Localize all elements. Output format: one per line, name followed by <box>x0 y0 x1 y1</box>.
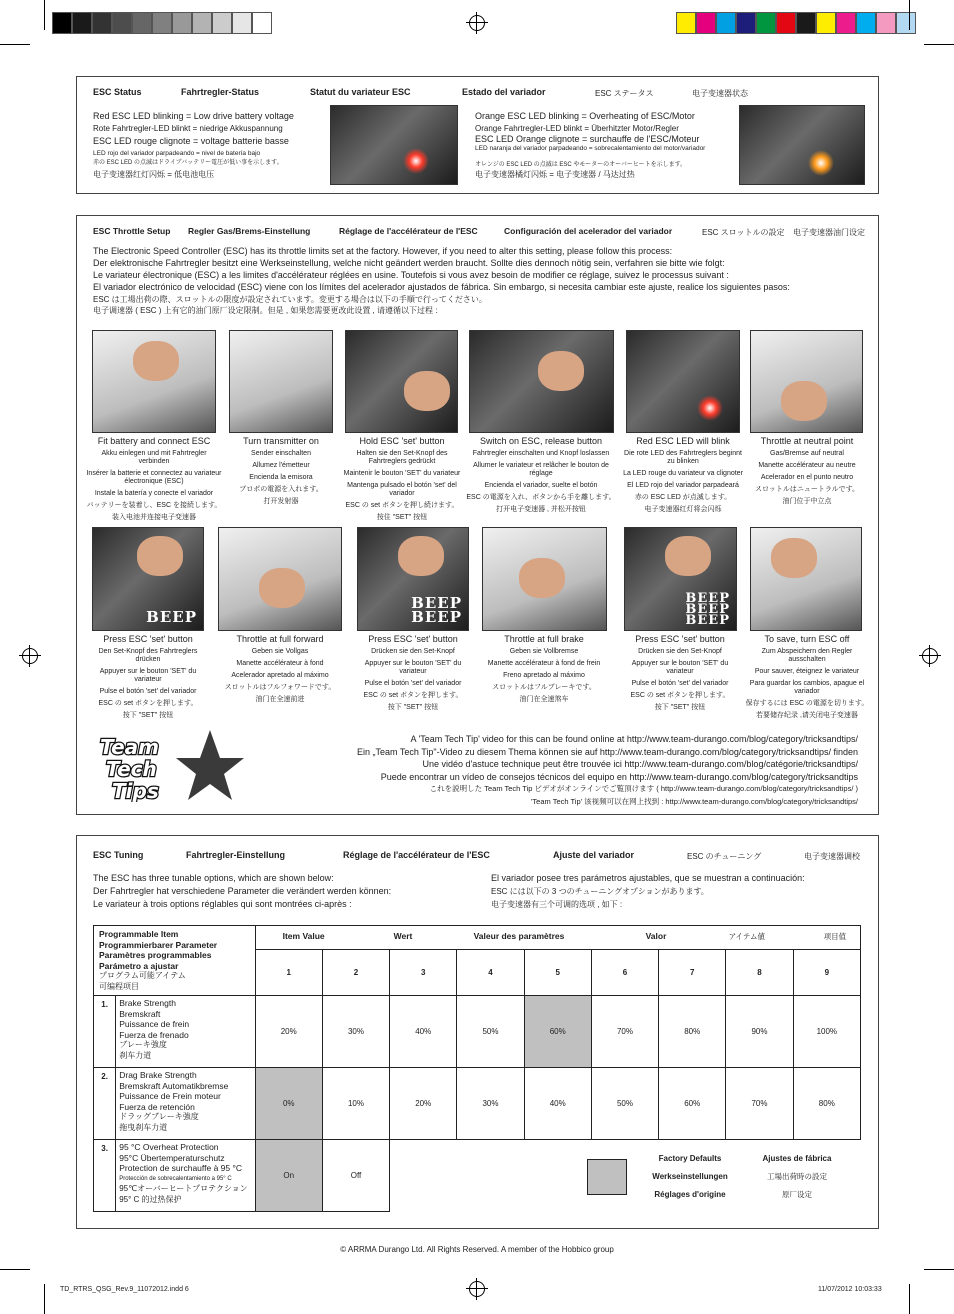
red-led-photo <box>330 105 458 185</box>
value-column-header: 9 <box>793 950 860 996</box>
step-caption-line: ESC の set ボタンを押します。 <box>98 700 198 707</box>
step-caption-line: Pulse el botón 'set' del variador <box>631 680 729 687</box>
step-caption-line: Appuyer sur le bouton 'SET' du variateur <box>364 660 462 675</box>
tech-tip-fr[interactable]: Une vidéo d'astuce technique peut être trouvée ici http://www.team-durango.com/blog/catégorie/tricksandtips/ <box>422 759 858 769</box>
table-row <box>94 1140 861 1212</box>
step-caption-line: Geben sie Vollbremse <box>509 648 579 655</box>
empty-cell <box>390 1140 457 1212</box>
setup-header-es: Configuración del acelerador del variador <box>504 226 673 236</box>
table-row <box>94 996 861 1068</box>
step-caption-en: Switch on ESC, release button <box>479 436 603 446</box>
step-caption-line: Encienda la emisora <box>249 474 313 481</box>
legend-left: Factory Defaults Werkseinstellungen Réglages d'origine <box>652 1154 728 1199</box>
factory-default-swatch <box>587 1159 627 1195</box>
step-caption-en: Fit battery and connect ESC <box>97 436 211 446</box>
step-caption-line: El LED rojo del variador parpadeará <box>627 482 739 489</box>
crop-mark <box>0 1269 30 1270</box>
orange-led-en: Orange ESC LED blinking = Overheating of ESC/Motor <box>475 111 695 121</box>
orange-led-zh: 电子变速器橘灯闪烁 = 电子变速器 / 马达过热 <box>475 170 635 179</box>
step-photo-press-set-2 <box>357 527 469 631</box>
intro-es: El variador electrónico de velocidad (ESC) viene con los límites del acelerador ajustados de fábrica. Sin embargo, si necesita cambiar este ajuste, realice los siguientes pasos: <box>93 282 790 292</box>
step-caption-line: スロットルはニュートラルです。 <box>754 486 860 493</box>
color-swatch <box>676 12 696 34</box>
step-caption-en: Press ESC 'set' button <box>635 634 725 644</box>
programmable-item-header: Programmable Item Programmierbarer Parameter Paramètres programmables Parámetro a ajustar プログラム可能アイテム 可编程项目 <box>94 926 256 996</box>
step-photo-switch-on <box>469 330 614 433</box>
color-swatch <box>192 12 212 34</box>
step-caption <box>466 436 616 518</box>
step-caption-line: Acelerador apretado al máximo <box>231 672 329 679</box>
team-tech-tips-logo <box>92 728 244 802</box>
step-caption-line: バッテリーを装着し、ESC を接続します。 <box>86 502 222 509</box>
value-cell: On <box>255 1140 322 1212</box>
color-swatch <box>132 12 152 34</box>
intro-zh: 电子调速器 ( ESC ) 上有它的油门原厂设定限制。但是 , 如果您需要更改此设置 , 请遵循以下过程 : <box>93 306 438 315</box>
step-caption-line: 电子变速器红灯将会闪烁 <box>644 506 722 513</box>
tuning-table <box>93 925 861 1212</box>
color-swatch <box>152 12 172 34</box>
row-description: Drag Brake Strength Bremskraft Automatikbremse Puissance de Frein moteur Fuerza de retención ドラッグブレーキ強度 拖曳刹车力道 <box>116 1068 255 1140</box>
step-photo-press-set-1 <box>92 527 204 631</box>
tech-tip-en[interactable]: A 'Team Tech Tip' video for this can be found online at http://www.team-durango.com/blog/category/tricksandtips/ <box>410 734 858 744</box>
tuning-intro-de: Der Fahrtregler hat verschiedene Parameter die verändert werden können: <box>93 886 392 896</box>
status-header-ja: ESC ステータス <box>595 89 654 98</box>
value-column-header: 3 <box>390 950 457 996</box>
step-caption-line: ESC の電源を入れ、ボタンから手を離します。 <box>466 494 616 501</box>
red-led-ja: 赤の ESC LED の点滅はドライブバッテリー電圧が低い事を示します。 <box>93 160 283 166</box>
color-swatch <box>716 12 736 34</box>
step-caption-line: Mantenga pulsado el botón 'set' del variador <box>347 482 457 497</box>
beep-label: BEEP BEEP BEEP <box>685 591 730 628</box>
hand <box>398 536 444 576</box>
value-column-header: 7 <box>659 950 726 996</box>
color-swatch <box>252 12 272 34</box>
table-row <box>94 1068 861 1140</box>
crop-mark <box>44 0 45 30</box>
step-caption-line: Pulse el botón 'set' del variador <box>364 680 462 687</box>
step-caption-line: 装入电池并连接电子变速器 <box>112 514 196 521</box>
color-swatch <box>856 12 876 34</box>
step-caption-line: Appuyer sur le bouton 'SET' du variateur <box>99 668 197 683</box>
row-number: 1. <box>94 996 116 1068</box>
crop-mark <box>0 44 30 45</box>
color-swatch <box>172 12 192 34</box>
color-swatch <box>816 12 836 34</box>
file-timestamp: 11/07/2012 10:03:33 <box>818 1286 882 1293</box>
value-column-header: 5 <box>524 950 591 996</box>
step-caption-line: Allumez l'émetteur <box>252 462 310 469</box>
color-swatch <box>776 12 796 34</box>
color-swatch <box>92 12 112 34</box>
step-caption-line: 打开发射器 <box>263 498 299 505</box>
step-caption-line: 油门在全速前进 <box>255 696 305 703</box>
red-led-glow <box>697 395 723 421</box>
red-led-de: Rote Fahrtregler-LED blinkt = niedrige Akkuspannung <box>93 124 283 133</box>
intro-fr: Le variateur électronique (ESC) a les limites d'accélérateur réglées en usine. Toutefois si vous avez besoin de modifier ce réglage, suivez le processus suivant : <box>93 270 729 280</box>
value-cell: 90% <box>726 996 793 1068</box>
step-caption-line: 赤の ESC LED が点滅します。 <box>634 494 732 501</box>
setup-header-de: Regler Gas/Brems-Einstellung <box>188 226 311 236</box>
tuning-header-fr: Réglage de l'accélérateur de l'ESC <box>343 850 490 860</box>
crop-mark <box>924 44 954 45</box>
step-caption-line: Halten sie den Set-Knopf des Fahrtreglers gedrückt <box>356 450 448 465</box>
step-caption <box>351 634 475 716</box>
step-caption-line: Manette accélérateur au neutre <box>758 462 856 469</box>
star-icon <box>176 730 244 800</box>
color-swatch <box>696 12 716 34</box>
step-caption <box>745 634 869 724</box>
step-caption-line: Pulse el botón 'set' del variador <box>99 688 197 695</box>
value-cell: 60% <box>659 1068 726 1140</box>
value-cell: 40% <box>524 1068 591 1140</box>
step-photo-transmitter-on <box>229 330 333 433</box>
step-caption-line: Appuyer sur le bouton 'SET' du variateur <box>631 660 729 675</box>
step-caption-line: ESC の set ボタンを押します。 <box>363 692 463 699</box>
tuning-intro-fr: Le variateur à trois options réglables qui sont montrées ci-après : <box>93 899 352 909</box>
empty-cell <box>457 1140 524 1212</box>
step-caption-line: 油门位于中立点 <box>782 498 832 505</box>
step-caption-line: Geben sie Vollgas <box>251 648 309 655</box>
red-led-zh: 电子变速器红灯闪烁 = 低电池电压 <box>93 170 215 179</box>
step-caption <box>618 634 742 716</box>
value-column-header: 4 <box>457 950 524 996</box>
step-caption-line: Die rote LED des Fahrtreglers beginnt zu blinken <box>624 450 742 465</box>
crop-mark <box>924 1269 954 1270</box>
value-cell: 70% <box>726 1068 793 1140</box>
step-caption-line: Sender einschalten <box>251 450 311 457</box>
color-swatch <box>112 12 132 34</box>
step-caption-line: 保存するには ESC の電源を切ります。 <box>745 700 869 707</box>
step-caption <box>620 436 746 518</box>
step-caption-line: Akku einlegen und mit Fahrtregler verbinden <box>101 450 207 465</box>
row-description: Brake Strength Bremskraft Puissance de frein Fuerza de frenado ブレーキ強度 刹车力道 <box>116 996 255 1068</box>
tech-tip-es[interactable]: Puede encontrar un vídeo de consejos técnicos del equipo en http://www.team-durango.com/blog/category/tricksandtips <box>380 771 858 782</box>
registration-mark-left <box>22 648 38 664</box>
step-caption <box>86 634 210 724</box>
step-caption-en: Throttle at neutral point <box>760 436 854 446</box>
tuning-intro-ja: ESC には以下の 3 つのチューニングオプションがあります。 <box>491 887 709 896</box>
value-cell: 40% <box>390 996 457 1068</box>
tuning-header-es: Ajuste del variador <box>553 850 635 860</box>
hand <box>538 351 584 391</box>
step-photo-full-brake <box>482 527 607 631</box>
color-swatch <box>796 12 816 34</box>
step-caption-line: Encienda el variador, suelte el botón <box>484 482 598 489</box>
registration-mark-top <box>469 15 485 31</box>
value-cell: 70% <box>591 996 658 1068</box>
logo-word: Tech <box>106 757 157 781</box>
step-photo-turn-off <box>750 527 862 631</box>
step-caption-line: プロポの電源を入れます。 <box>239 486 323 493</box>
step-caption <box>745 436 869 510</box>
row-number: 3. <box>94 1140 116 1212</box>
intro-ja: ESC は工場出荷の際、スロットルの限度が設定されています。変更する場合は以下の手順で行ってください。 <box>93 295 487 304</box>
value-cell: 20% <box>390 1068 457 1140</box>
tech-tip-ja[interactable]: これを説明した Team Tech Tip ビデオがオンラインでご覧頂けます ( http://www.team-durango.com/blog/category/tricksandtips/ ) <box>429 784 858 793</box>
value-column-header: 6 <box>591 950 658 996</box>
status-header-en: ESC Status <box>93 87 142 97</box>
hand <box>133 341 179 381</box>
value-cell: 30% <box>322 996 389 1068</box>
tech-tip-zh[interactable]: 'Team Tech Tip' 该视频可以在网上找到 : http://www.team-durango.com/blog/category/tricksandtips/ <box>530 796 858 806</box>
setup-header-fr: Réglage de l'accélérateur de l'ESC <box>339 226 478 236</box>
step-caption <box>340 436 464 526</box>
value-cell: 0% <box>255 1068 322 1140</box>
step-caption-line: Manette accélérateur à fond <box>236 660 324 667</box>
legend-right: Ajustes de fábrica 工場出荷時の設定 原厂设定 <box>762 1154 832 1199</box>
status-header-zh: 电子变速器状态 <box>692 89 748 98</box>
tech-tip-de[interactable]: Ein „Team Tech Tip"-Video zu diesem Thema können sie auf http://www.team-durango.com/blog/category/tricksandtips/ finden <box>357 746 858 757</box>
value-cell: 30% <box>457 1068 524 1140</box>
crop-mark <box>909 1284 910 1314</box>
step-caption-line: Maintenir le bouton 'SET' du variateur <box>343 470 461 477</box>
red-led-en: Red ESC LED blinking = Low drive battery voltage <box>93 111 294 121</box>
color-swatch <box>212 12 232 34</box>
crop-mark <box>909 0 910 30</box>
color-swatch <box>756 12 776 34</box>
step-photo-full-forward <box>218 527 342 631</box>
step-caption-line: Drücken sie den Set-Knopf <box>371 648 455 655</box>
value-cell: 80% <box>793 1068 860 1140</box>
value-cell: 60% <box>524 996 591 1068</box>
step-caption-line: 若要储存纪录 ,请关闭电子变速器 <box>756 712 858 719</box>
step-caption-line: Freno apretado al máximo <box>503 672 585 679</box>
setup-header-ja: ESC スロットルの設定 <box>702 228 785 237</box>
hand <box>137 536 183 576</box>
step-caption <box>212 634 348 708</box>
color-swatch <box>836 12 856 34</box>
step-caption-line: 按下 "SET" 按钮 <box>654 704 706 711</box>
color-swatch <box>72 12 92 34</box>
step-caption-en: Turn transmitter on <box>243 436 319 446</box>
status-header-es: Estado del variador <box>462 87 546 97</box>
orange-led-glow <box>808 150 834 176</box>
step-caption-en: Throttle at full brake <box>504 634 584 644</box>
step-caption-line: 按下 "SET" 按钮 <box>122 712 174 719</box>
hand <box>519 558 565 598</box>
color-swatch <box>876 12 896 34</box>
step-photo-press-set-3 <box>624 527 737 631</box>
orange-led-ja: オレンジの ESC LED の点滅は ESC やモーターのオーバーヒートを示します。 <box>475 162 687 168</box>
step-caption <box>86 436 222 526</box>
grayscale-swatches <box>52 12 272 36</box>
orange-led-fr: ESC LED Orange clignote = surchauffe de l'ESC/Moteur <box>475 134 700 144</box>
step-caption-line: Zum Abspeichern den Regler ausschalten <box>761 648 853 663</box>
color-swatch <box>896 12 916 34</box>
step-caption-line: La LED rouge du variateur va clignoter <box>623 470 743 477</box>
step-caption <box>476 634 612 708</box>
tuning-header-de: Fahrtregler-Einstellung <box>186 850 286 860</box>
intro-en: The Electronic Speed Controller (ESC) has its throttle limits set at the factory. However, if you need to alter this setting, please follow this process: <box>93 246 673 256</box>
hand <box>781 381 827 421</box>
step-photo-red-led <box>626 330 740 433</box>
step-photo-fit-battery <box>92 330 216 433</box>
step-caption-line: 油门在全速煞车 <box>519 696 569 703</box>
crop-mark <box>44 1284 45 1314</box>
step-caption <box>222 436 340 510</box>
step-caption-line: Instale la batería y conecte el variador <box>94 490 214 497</box>
beep-label: BEEP BEEP <box>411 594 462 626</box>
tech-tip-links <box>357 733 858 808</box>
red-led-fr: ESC LED rouge clignote = voltage batterie basse <box>93 136 289 146</box>
orange-led-photo <box>739 105 865 185</box>
logo-word: Tips <box>112 779 159 802</box>
registration-mark-right <box>922 648 938 664</box>
step-caption-en: Throttle at full forward <box>236 634 324 644</box>
hand <box>665 536 711 576</box>
value-cell: 50% <box>591 1068 658 1140</box>
step-caption-line: スロットルはフルフォワードです。 <box>224 684 336 691</box>
step-caption-line: Allumer le variateur et relâcher le bouton de réglage <box>473 462 609 477</box>
step-caption-line: 打开电子变速器 , 并松开按钮 <box>496 506 586 513</box>
row-description: 95 °C Overheat Protection 95°C Übertemperaturschutz Protection de surchauffe à 95 °C Protección de sobrecalentamiento a 95° C 95℃オーバーヒートプロテクション 95° C 的过热保护 <box>116 1140 255 1212</box>
step-caption-line: スロットルはフルブレーキです。 <box>492 684 596 691</box>
value-column-header: 2 <box>322 950 389 996</box>
registration-mark-bottom <box>469 1281 485 1297</box>
tuning-intro-zh: 电子变速器有三个可调的选项 , 如下 : <box>491 900 623 909</box>
value-cell: 20% <box>255 996 322 1068</box>
row-number: 2. <box>94 1068 116 1140</box>
step-caption-en: Red ESC LED will blink <box>636 436 730 446</box>
beep-label: BEEP <box>146 608 197 626</box>
step-caption-en: Press ESC 'set' button <box>368 634 458 644</box>
step-caption-line: ESC の set ボタンを押し続けます。 <box>345 502 459 509</box>
value-cell: 80% <box>659 996 726 1068</box>
hand <box>259 568 305 608</box>
orange-led-de: Orange Fahrtregler-LED blinkt = Überhitzter Motor/Regler <box>475 124 679 133</box>
step-caption-line: Fahrtregler einschalten und Knopf loslassen <box>472 450 610 457</box>
orange-led-es: LED naranja del variador parpadeando = sobrecalentamiento del motor/variador <box>475 145 706 152</box>
value-cell: 50% <box>457 996 524 1068</box>
step-caption-line: Drücken sie den Set-Knopf <box>638 648 722 655</box>
tuning-header-zh: 电子变速器调校 <box>804 852 860 861</box>
tuning-intro-es: El variador posee tres parámetros ajustables, que se muestran a continuación: <box>491 873 805 883</box>
copyright: © ARRMA Durango Ltd. All Rights Reserved. A member of the Hobbico group <box>340 1245 614 1254</box>
hand <box>404 371 450 411</box>
step-photo-neutral <box>750 330 863 433</box>
item-value-header: Item Value Wert Valeur des paramètres Valor アイテム値 项目值 <box>255 926 860 950</box>
hand <box>771 538 817 578</box>
step-caption-line: Pour sauver, éteignez le variateur <box>754 668 860 675</box>
step-caption-line: 按住 "SET" 按钮 <box>376 514 428 521</box>
step-caption-en: Press ESC 'set' button <box>103 634 193 644</box>
step-caption-line: Insérer la batterie et connectez au variateur électronique (ESC) <box>86 470 222 485</box>
tuning-header-en: ESC Tuning <box>93 850 144 860</box>
step-caption-line: Acelerador en el punto neutro <box>760 474 854 481</box>
color-swatch <box>232 12 252 34</box>
step-caption-line: ESC の set ボタンを押します。 <box>630 692 730 699</box>
setup-header-zh: 电子变速器油门设定 <box>793 228 865 237</box>
tuning-header-ja: ESC のチューニング <box>687 852 762 861</box>
empty-cell <box>524 1140 591 1212</box>
step-caption-en: Hold ESC 'set' button <box>359 436 445 446</box>
red-led-es: LED rojo del variador parpadeando = nivel de batería bajo <box>93 150 261 157</box>
logo-word: Team <box>100 735 159 759</box>
step-caption-line: Gas/Bremse auf neutral <box>770 450 844 457</box>
value-cell: 10% <box>322 1068 389 1140</box>
intro-de: Der elektronische Fahrtregler besitzt eine Werkseinstellung, welche nicht geändert werden braucht. Sollte dies dennoch nötig sein, verfahren sie bitte wie folgt: <box>93 258 725 268</box>
step-caption-line: Den Set-Knopf des Fahrtreglers drücken <box>98 648 198 663</box>
step-caption-line: Manette accélérateur à fond de frein <box>487 660 601 667</box>
color-swatch <box>52 12 72 34</box>
setup-header-en: ESC Throttle Setup <box>93 226 171 236</box>
color-swatch <box>736 12 756 34</box>
value-cell: Off <box>322 1140 389 1212</box>
tuning-intro-en: The ESC has three tunable options, which are shown below: <box>93 873 334 883</box>
status-header-de: Fahrtregler-Status <box>181 87 260 97</box>
red-led-glow <box>403 148 429 174</box>
step-caption-en: To save, turn ESC off <box>764 634 850 644</box>
file-slug: TD_RTRS_QSG_Rev.9_11072012.indd 6 <box>60 1286 189 1293</box>
color-swatches <box>676 12 916 36</box>
value-cell: 100% <box>793 996 860 1068</box>
status-header-fr: Statut du variateur ESC <box>310 87 411 97</box>
step-caption-line: Para guardar los cambios, apague el variador <box>749 680 865 695</box>
step-caption-line: 按下 "SET" 按钮 <box>387 704 439 711</box>
step-photo-hold-set <box>345 330 458 433</box>
value-column-header: 8 <box>726 950 793 996</box>
value-column-header: 1 <box>255 950 322 996</box>
